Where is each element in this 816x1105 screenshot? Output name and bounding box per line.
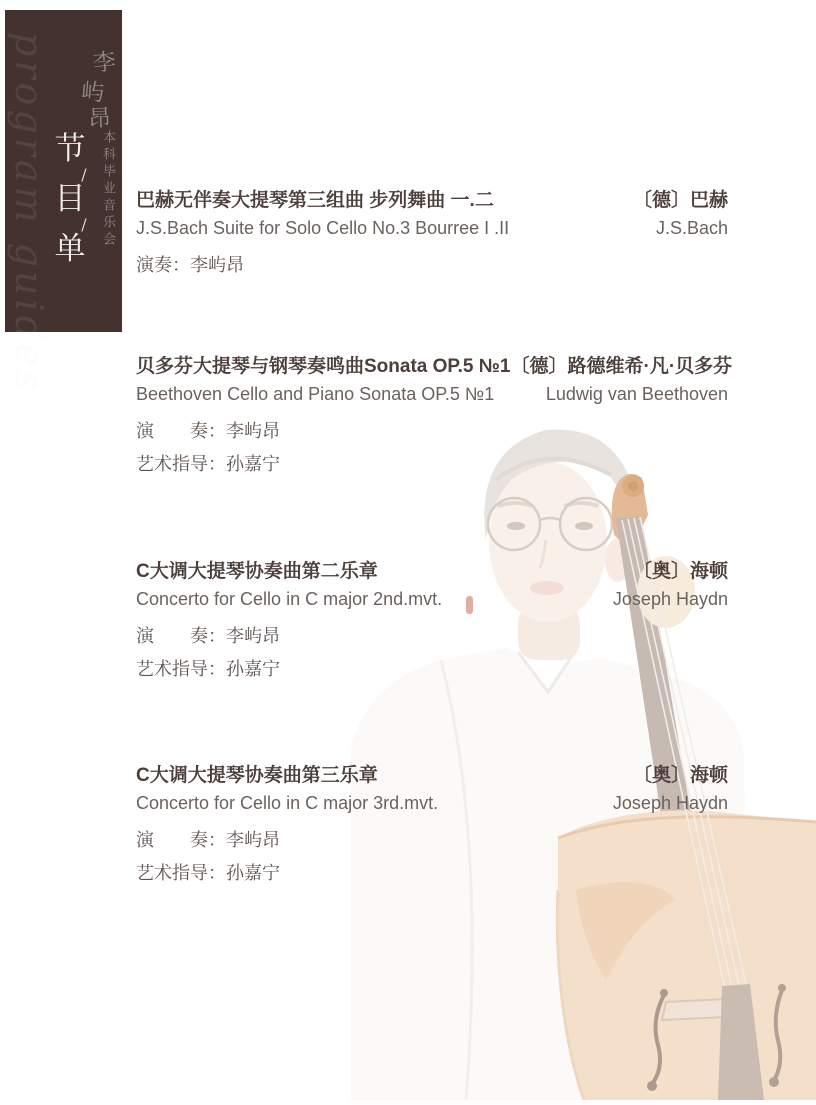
performer-name-char-1: 李 — [91, 48, 118, 78]
performer-credit — [136, 417, 280, 443]
performer-credit — [136, 622, 280, 648]
composer-en: Joseph Haydn — [612, 589, 728, 609]
performer-row — [136, 622, 728, 646]
performer-label: 演 奏： — [136, 421, 226, 441]
title-row-en — [136, 384, 728, 404]
advisor-label: 艺术指导： — [136, 863, 226, 883]
title-en: Concerto for Cello in C major 2nd.mvt. — [136, 589, 443, 609]
title-cn: 贝多芬大提琴与钢琴奏鸣曲Sonata OP.5 №1 — [136, 356, 511, 377]
advisor-name: 孙嘉宁 — [226, 863, 280, 883]
title-row-en — [136, 218, 728, 238]
advisor-row — [136, 450, 728, 474]
performer-credit — [136, 251, 244, 277]
performer-row — [136, 826, 728, 850]
performer-row — [136, 251, 728, 275]
advisor-credit — [136, 859, 280, 885]
program-item — [136, 556, 728, 688]
program-title-vertical — [47, 133, 93, 266]
composer-en: Joseph Haydn — [612, 793, 728, 813]
title-row — [136, 185, 728, 211]
performer-credit — [136, 826, 280, 852]
advisor-label: 艺术指导： — [136, 454, 226, 474]
title-en: Concerto for Cello in C major 3rd.mvt. — [136, 793, 439, 813]
advisor-label: 艺术指导： — [136, 659, 226, 679]
title-en: Beethoven Cello and Piano Sonata OP.5 №1 — [136, 384, 495, 404]
performer-name: 李屿昂 — [226, 626, 280, 646]
title-en: J.S.Bach Suite for Solo Cello No.3 Bourree I .II — [136, 218, 510, 238]
program-item — [136, 351, 733, 483]
advisor-row — [136, 655, 728, 679]
program-title-char-2: 目 — [54, 181, 86, 217]
program-guides-watermark: program guides — [7, 32, 51, 394]
performer-name-char-2: 屿 — [80, 79, 105, 107]
composer-cn: 〔德〕巴赫 — [632, 190, 728, 211]
program-title-char-1: 节 — [54, 131, 86, 167]
performer-name-char-3: 昂 — [87, 105, 112, 133]
sidebar-banner — [5, 10, 122, 394]
title-separator-slash: / — [81, 165, 87, 184]
advisor-credit — [136, 450, 280, 476]
title-separator-slash: / — [81, 215, 87, 234]
program-item — [136, 760, 728, 892]
performer-label: 演奏： — [136, 255, 190, 275]
performer-label: 演 奏： — [136, 830, 226, 850]
title-row — [136, 556, 728, 582]
title-row — [136, 351, 733, 377]
advisor-credit — [136, 655, 280, 681]
composer-cn: 〔奥〕海顿 — [632, 765, 728, 786]
title-row — [136, 760, 728, 786]
advisor-name: 孙嘉宁 — [226, 659, 280, 679]
performer-row — [136, 417, 728, 441]
program-item — [136, 185, 728, 284]
advisor-name: 孙嘉宁 — [226, 454, 280, 474]
performer-name: 李屿昂 — [226, 830, 280, 850]
program-title-char-3: 单 — [54, 231, 86, 267]
composer-en: J.S.Bach — [655, 218, 728, 238]
title-cn: C大调大提琴协奏曲第三乐章 — [136, 765, 378, 786]
title-cn: C大调大提琴协奏曲第二乐章 — [136, 561, 378, 582]
title-row-en — [136, 589, 728, 609]
advisor-row — [136, 859, 728, 883]
event-subtitle-vertical: 本科毕业音乐会 — [100, 130, 115, 249]
title-row-en — [136, 793, 728, 813]
title-cn: 巴赫无伴奏大提琴第三组曲 步列舞曲 一.二 — [136, 190, 494, 211]
composer-cn: 〔奥〕海顿 — [632, 561, 728, 582]
performer-name: 李屿昂 — [226, 421, 280, 441]
performer-label: 演 奏： — [136, 626, 226, 646]
composer-cn: 〔德〕路德维希·凡·贝多芬 — [510, 356, 733, 377]
performer-name: 李屿昂 — [190, 255, 244, 275]
composer-en: Ludwig van Beethoven — [545, 384, 728, 404]
